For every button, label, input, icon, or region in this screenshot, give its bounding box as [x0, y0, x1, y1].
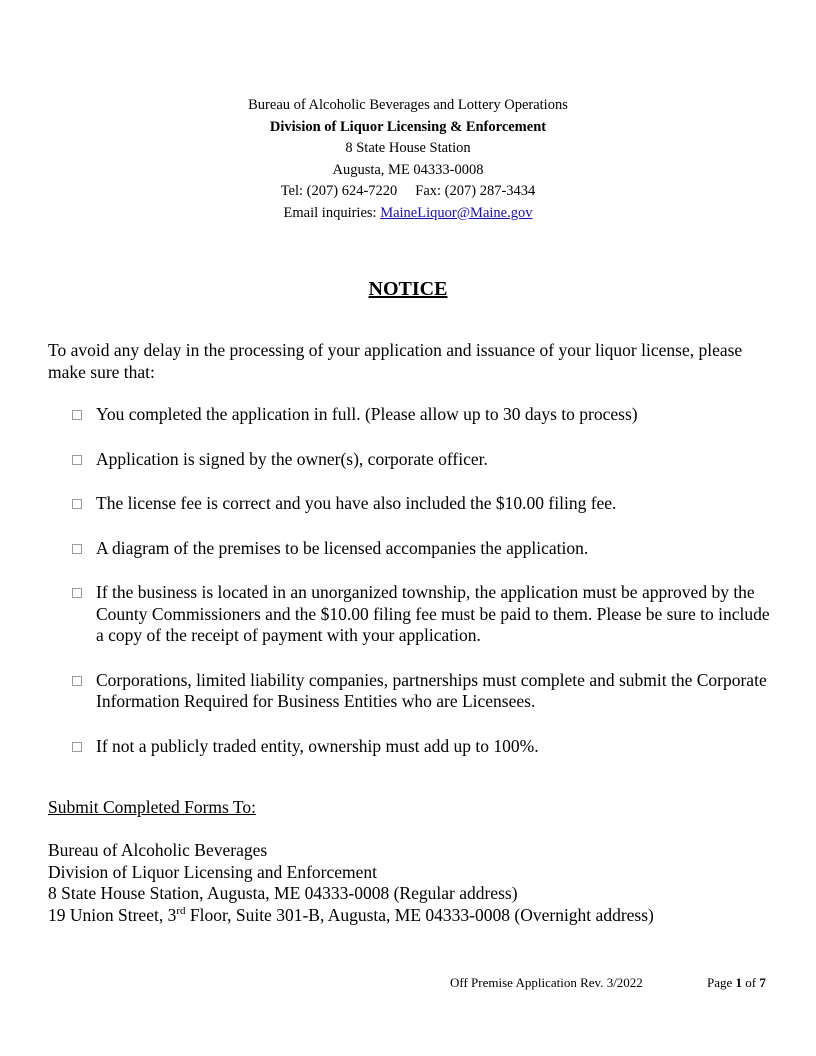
checkbox[interactable] [72, 455, 82, 465]
intro-paragraph: To avoid any delay in the processing of your application and issuance of your liquor license, please make sure that: [48, 340, 743, 382]
page-footer [450, 975, 780, 991]
checklist-item [72, 449, 772, 471]
phone-fax-line [0, 181, 816, 203]
checklist-item-text: If the business is located in an unorganized township, the application must be approved by the County Commissioners and the $10.00 filing fee must be paid to them. Please be sure to include a copy of the receipt of payment with your application. [96, 582, 770, 645]
station-address: 8 State House Station [345, 140, 471, 156]
telephone-number: Tel: (207) 624-7220 [280, 183, 398, 199]
city-address: Augusta, ME 04333-0008 [332, 161, 484, 178]
checkbox[interactable] [72, 588, 82, 598]
checklist-item [72, 404, 772, 426]
revision-label: Off Premise Application Rev. 3/2022 [450, 975, 643, 990]
checklist-item [72, 538, 772, 560]
checklist-item [72, 582, 772, 647]
checklist-item [72, 736, 772, 758]
checkbox[interactable] [72, 742, 82, 752]
address-line-1: Bureau of Alcoholic Beverages [48, 840, 268, 860]
mailing-address [48, 840, 788, 926]
page-number: Page 1 of 7 [707, 975, 766, 990]
checkbox[interactable] [72, 499, 82, 509]
checklist-item-text: Application is signed by the owner(s), corporate officer. [96, 448, 488, 469]
checklist-item-text: A diagram of the premises to be licensed accompanies the application. [96, 537, 589, 558]
submit-heading: Submit Completed Forms To: [48, 797, 256, 817]
division-name: Division of Liquor Licensing & Enforcement [269, 118, 547, 135]
email-label: Email inquiries: [283, 204, 381, 221]
email-line [0, 203, 816, 225]
requirements-checklist [72, 404, 772, 780]
fax-number: Fax: (207) 287-3434 [415, 183, 536, 199]
checkbox[interactable] [72, 410, 82, 420]
address-line-4: 19 Union Street, 3rd Floor, Suite 301-B, Augusta, ME 04333-0008 (Overnight address) [48, 904, 654, 925]
checkbox[interactable] [72, 676, 82, 686]
checkbox[interactable] [72, 544, 82, 554]
checklist-item [72, 670, 772, 713]
notice-title: NOTICE [368, 278, 448, 300]
letterhead [0, 95, 816, 224]
address-line-3: 8 State House Station, Augusta, ME 04333-0008 (Regular address) [48, 883, 518, 903]
checklist-item-text: The license fee is correct and you have also included the $10.00 filing fee. [96, 493, 617, 513]
checklist-item-text: Corporations, limited liability companies, partnerships must complete and submit the Corporate Information Required for Business Entities who are Licensees. [96, 669, 767, 711]
checklist-item-text: If not a publicly traded entity, ownership must add up to 100%. [96, 735, 539, 756]
email-link[interactable]: MaineLiquor@Maine.gov [380, 204, 533, 221]
checklist-item [72, 493, 772, 515]
address-line-2: Division of Liquor Licensing and Enforcement [48, 861, 378, 882]
checklist-item-text: You completed the application in full. (Please allow up to 30 days to process) [96, 404, 638, 424]
bureau-name: Bureau of Alcoholic Beverages and Lottery Operations [248, 97, 568, 113]
